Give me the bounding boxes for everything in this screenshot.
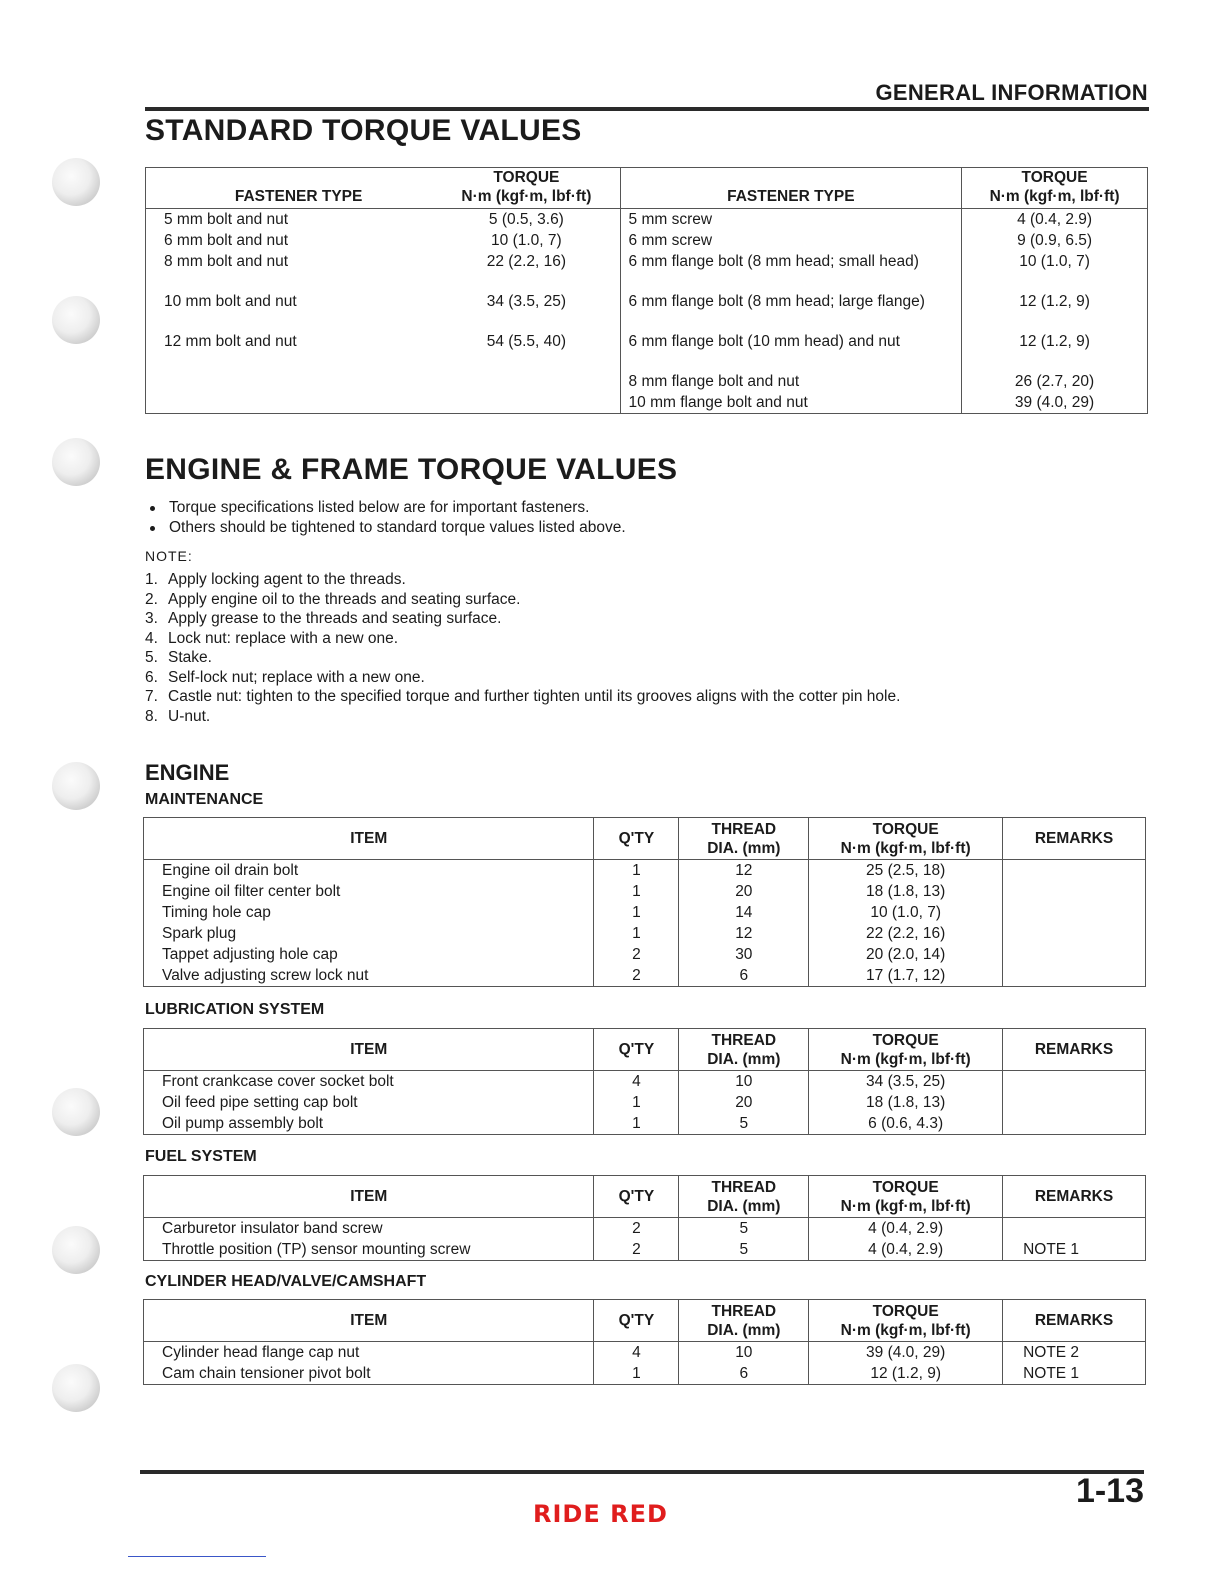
table-row [146, 331, 1148, 371]
binder-hole [52, 762, 100, 810]
col-item: ITEM [144, 1176, 594, 1218]
col-torque: TORQUE N·m (kgf·m, lbf·ft) [809, 1029, 1003, 1071]
table-row: Carburetor insulator band screw 2 5 4 (0.4, 2.9) [144, 1218, 1146, 1240]
list-item: 1. Apply locking agent to the threads. [145, 571, 406, 588]
col-torque-label: TORQUE [1021, 169, 1088, 186]
notes-list [145, 570, 900, 726]
table-row: Valve adjusting screw lock nut 2 6 17 (1.7, 12) [144, 965, 1146, 987]
fastener-type: 6 mm flange bolt (8 mm head; large flange) [620, 291, 962, 331]
torque-value: 9 (0.9, 6.5) [962, 230, 1148, 251]
table-row: Cylinder head flange cap nut 4 10 39 (4.0, 29) NOTE 2 [144, 1342, 1146, 1364]
table-row [146, 371, 1148, 392]
table-row: Throttle position (TP) sensor mounting screw 2 5 4 (0.4, 2.9) NOTE 1 [144, 1239, 1146, 1261]
table-row [146, 251, 1148, 291]
col-item: ITEM [144, 1300, 594, 1342]
list-item: 7. Castle nut: tighten to the specified torque and further tighten until its grooves aligns with the cotter pin hole. [145, 688, 901, 705]
col-thread: THREAD DIA. (mm) [679, 1176, 809, 1218]
maintenance-title: MAINTENANCE [145, 791, 264, 808]
list-item: 5. Stake. [145, 649, 212, 666]
col-thread: THREAD DIA. (mm) [679, 1029, 809, 1071]
col-torque: TORQUE N·m (kgf·m, lbf·ft) [809, 1300, 1003, 1342]
fastener-type: 8 mm flange bolt and nut [620, 371, 962, 392]
binder-hole [52, 1226, 100, 1274]
col-torque-2 [962, 168, 1148, 209]
col-torque: TORQUE N·m (kgf·m, lbf·ft) [809, 1176, 1003, 1218]
list-item: 3. Apply grease to the threads and seating surface. [145, 610, 502, 627]
fastener-type: 8 mm bolt and nut [164, 253, 289, 270]
table-row: Timing hole cap 1 14 10 (1.0, 7) [144, 902, 1146, 923]
col-fastener-type-2: FASTENER TYPE [620, 168, 962, 209]
table-row: Oil feed pipe setting cap bolt 1 20 18 (1.8, 13) [144, 1092, 1146, 1113]
col-item: ITEM [144, 1029, 594, 1071]
binder-hole [52, 438, 100, 486]
fuel-title: FUEL SYSTEM [145, 1148, 257, 1165]
standard-torque-title: STANDARD TORQUE VALUES [145, 114, 582, 147]
fastener-type: 5 mm screw [620, 209, 962, 231]
col-remarks: REMARKS [1003, 1176, 1146, 1218]
section-header: GENERAL INFORMATION [875, 80, 1148, 105]
fuel-table [143, 1175, 1146, 1261]
fastener-type: 6 mm bolt and nut [164, 232, 289, 249]
list-item: Torque specifications listed below are for important fasteners. [145, 498, 626, 518]
footer-link-line [128, 1556, 266, 1557]
list-item: 8. U-nut. [145, 707, 211, 725]
lubrication-table [143, 1028, 1146, 1135]
col-torque-label: TORQUE [493, 169, 560, 186]
cylinder-title: CYLINDER HEAD/VALVE/CAMSHAFT [145, 1273, 427, 1290]
standard-torque-table [145, 167, 1148, 414]
col-torque: TORQUE N·m (kgf·m, lbf·ft) [809, 818, 1003, 860]
page-number: 1-13 [1075, 1472, 1144, 1510]
bullet-icon [150, 506, 155, 511]
binder-hole [52, 296, 100, 344]
col-thread: THREAD DIA. (mm) [679, 818, 809, 860]
footer-rule [140, 1470, 1144, 1474]
table-row: Front crankcase cover socket bolt 4 10 34 (3.5, 25) [144, 1071, 1146, 1093]
col-torque [433, 168, 620, 209]
engine-frame-title: ENGINE & FRAME TORQUE VALUES [145, 453, 678, 486]
col-remarks: REMARKS [1003, 1029, 1146, 1071]
table-row: Oil pump assembly bolt 1 5 6 (0.6, 4.3) [144, 1113, 1146, 1135]
binder-hole [52, 1364, 100, 1412]
bullet-icon [150, 526, 155, 531]
binder-hole [52, 158, 100, 206]
torque-value: 12 (1.2, 9) [962, 331, 1148, 371]
table-row: Cam chain tensioner pivot bolt 1 6 12 (1.2, 9) NOTE 1 [144, 1363, 1146, 1385]
col-torque-units: N·m (kgf·m, lbf·ft) [989, 188, 1120, 205]
fastener-type: 6 mm flange bolt (8 mm head; small head) [620, 251, 962, 291]
torque-value: 26 (2.7, 20) [962, 371, 1148, 392]
col-thread: THREAD DIA. (mm) [679, 1300, 809, 1342]
fastener-type: 5 mm bolt and nut [164, 211, 289, 228]
table-row: Engine oil drain bolt 1 12 25 (2.5, 18) [144, 860, 1146, 882]
maintenance-table [143, 817, 1146, 987]
list-item: Others should be tightened to standard torque values listed above. [145, 518, 626, 538]
header-rule [145, 107, 1149, 111]
torque-value: 54 (5.5, 40) [486, 333, 567, 350]
lubrication-title: LUBRICATION SYSTEM [145, 1001, 325, 1018]
col-qty: Q'TY [594, 1176, 679, 1218]
fastener-type: 6 mm screw [620, 230, 962, 251]
col-remarks: REMARKS [1003, 818, 1146, 860]
cylinder-table [143, 1299, 1146, 1385]
torque-value: 39 (4.0, 29) [962, 392, 1148, 414]
col-torque-units: N·m (kgf·m, lbf·ft) [461, 188, 592, 205]
binder-hole [52, 1088, 100, 1136]
fastener-type: 10 mm flange bolt and nut [620, 392, 962, 414]
torque-value: 5 (0.5, 3.6) [488, 211, 564, 228]
col-remarks: REMARKS [1003, 1300, 1146, 1342]
torque-value: 22 (2.2, 16) [486, 253, 567, 270]
torque-value: 10 (1.0, 7) [491, 232, 562, 249]
list-item: 4. Lock nut: replace with a new one. [145, 629, 399, 647]
table-row: Engine oil filter center bolt 1 20 18 (1.8, 13) [144, 881, 1146, 902]
fastener-type: 6 mm flange bolt (10 mm head) and nut [620, 331, 962, 371]
fastener-type: 10 mm bolt and nut [164, 293, 297, 310]
table-row [146, 392, 1148, 414]
fastener-type: 12 mm bolt and nut [164, 333, 297, 350]
torque-value: 4 (0.4, 2.9) [962, 209, 1148, 231]
table-row [146, 230, 1148, 251]
table-row: Tappet adjusting hole cap 2 30 20 (2.0, 14) [144, 944, 1146, 965]
table-row [146, 291, 1148, 331]
note-label: NOTE: [145, 548, 193, 564]
col-qty: Q'TY [594, 1029, 679, 1071]
col-item: ITEM [144, 818, 594, 860]
torque-value: 10 (1.0, 7) [962, 251, 1148, 291]
col-fastener-type: FASTENER TYPE [146, 168, 434, 209]
brand-logo: RIDE RED [533, 1500, 668, 1528]
bullet-list [145, 498, 626, 537]
table-row: Spark plug 1 12 22 (2.2, 16) [144, 923, 1146, 944]
list-item: 2. Apply engine oil to the threads and seating surface. [145, 590, 521, 608]
engine-title: ENGINE [145, 760, 230, 785]
torque-value: 34 (3.5, 25) [486, 293, 567, 310]
col-qty: Q'TY [594, 818, 679, 860]
list-item: 6. Self-lock nut; replace with a new one. [145, 668, 425, 686]
table-row [146, 209, 1148, 231]
col-qty: Q'TY [594, 1300, 679, 1342]
torque-value: 12 (1.2, 9) [962, 291, 1148, 331]
